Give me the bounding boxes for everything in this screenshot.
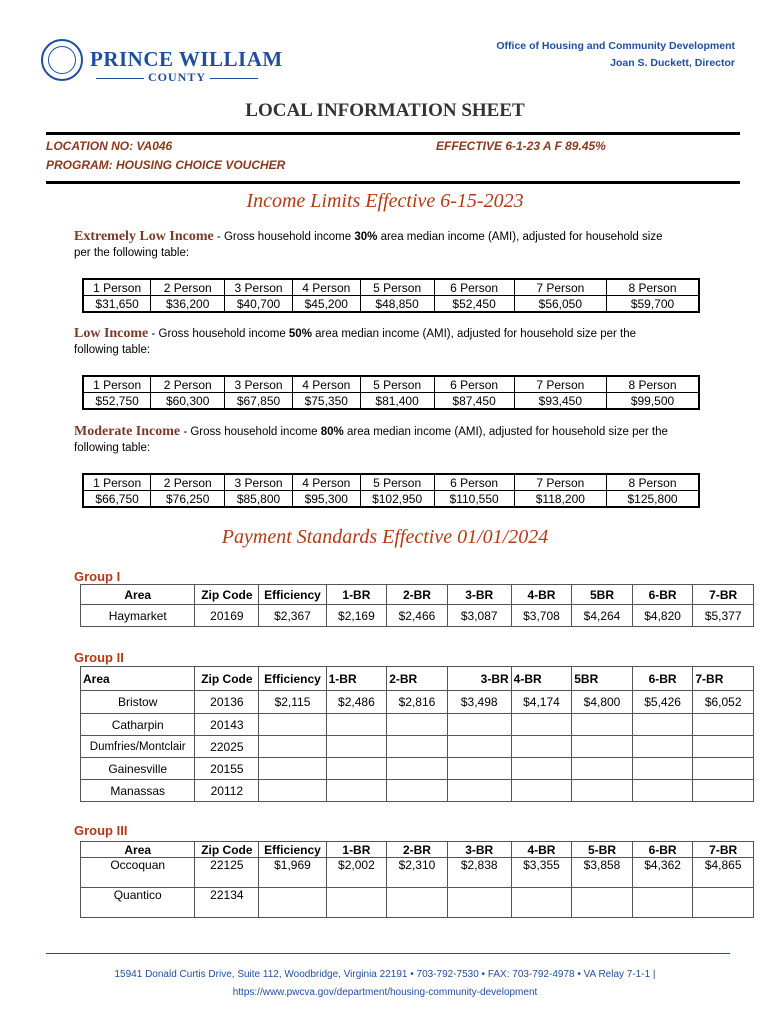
office-name: Office of Housing and Community Development <box>496 40 735 52</box>
table-row: Haymarket 20169 $2,367 $2,169 $2,466 $3,087 $3,708 $4,264 $4,820 $5,377 <box>81 605 754 627</box>
table-row: 1 Person 2 Person 3 Person 4 Person 5 Person 6 Person 7 Person 8 Person <box>83 474 699 491</box>
table-row: $52,750 $60,300 $67,850 $75,350 $81,400 $87,450 $93,450 $99,500 <box>83 393 699 410</box>
table-header-row: Area Zip Code Efficiency 1-BR 2-BR 3-BR 4-BR 5BR 6-BR 7-BR <box>81 585 754 605</box>
director-name: Joan S. Duckett, Director <box>610 57 735 69</box>
income-desc-moderate: Moderate Income - Gross household income 80% area median income (AMI), adjusted for household size per the following table: <box>74 424 668 454</box>
table-row: Occoquan 22125 $1,969 $2,002 $2,310 $2,838 $3,355 $3,858 $4,362 $4,865 <box>81 858 754 888</box>
income-table-low <box>82 375 700 410</box>
location-number: LOCATION NO: VA046 <box>46 139 173 153</box>
payment-table-group-2 <box>80 666 754 802</box>
payment-table-group-3 <box>80 841 754 918</box>
brand-sub: COUNTY <box>92 70 262 85</box>
effective-date: EFFECTIVE 6-1-23 A F 89.45% <box>436 139 606 153</box>
office-info <box>496 38 735 72</box>
footer-address: 15941 Donald Curtis Drive, Suite 112, Woodbridge, Virginia 22191 • 703-792-7530 • FAX: 703-792-4978 • VA Relay 7-1-1 | <box>114 969 656 980</box>
income-desc-low: Low Income - Gross household income 50% area median income (AMI), adjusted for household size per the following table: <box>74 326 637 356</box>
payment-standards-title: Payment Standards Effective 01/01/2024 <box>221 526 549 548</box>
brand-name: PRINCE WILLIAM <box>90 47 283 71</box>
program-name: PROGRAM: HOUSING CHOICE VOUCHER <box>46 158 286 172</box>
footer-rule <box>46 953 730 954</box>
group-label-2: Group II <box>74 650 124 665</box>
income-table-moderate <box>82 473 700 508</box>
title-rule <box>46 132 740 135</box>
table-row: Manassas 20112 <box>81 780 754 802</box>
group-label-1: Group I <box>74 569 121 584</box>
income-table-extremely-low <box>82 278 700 313</box>
table-row: Catharpin 20143 <box>81 714 754 736</box>
group-label-3: Group III <box>74 823 128 838</box>
table-row: Dumfries/Montclair 22025 <box>81 736 754 758</box>
table-row: Bristow 20136 $2,115 $2,486 $2,816 $3,498 $4,174 $4,800 $5,426 $6,052 <box>81 691 754 714</box>
table-header-row: Area Zip Code Efficiency 1-BR 2-BR 3-BR 4-BR 5BR 6-BR 7-BR <box>81 667 754 691</box>
table-row: $66,750 $76,250 $85,800 $95,300 $102,950 $110,550 $118,200 $125,800 <box>83 491 699 508</box>
footer-website-link[interactable]: https://www.pwcva.gov/department/housing-community-development <box>232 987 538 998</box>
table-header-row: Area Zip Code Efficiency 1-BR 2-BR 3-BR 4-BR 5-BR 6-BR 7-BR <box>81 842 754 858</box>
payment-table-group-1 <box>80 584 754 627</box>
meta-rule <box>46 181 740 184</box>
income-limits-title: Income Limits Effective 6-15-2023 <box>246 190 524 212</box>
table-row: Quantico 22134 <box>81 888 754 918</box>
table-row: 1 Person 2 Person 3 Person 4 Person 5 Person 6 Person 7 Person 8 Person <box>83 376 699 393</box>
income-desc-extremely-low: Extremely Low Income - Gross household income 30% area median income (AMI), adjusted for household size per the following table: <box>74 229 663 259</box>
county-seal-logo <box>41 39 83 81</box>
table-row: $31,650 $36,200 $40,700 $45,200 $48,850 $52,450 $56,050 $59,700 <box>83 296 699 313</box>
document-title: LOCAL INFORMATION SHEET <box>245 100 525 121</box>
table-row: Gainesville 20155 <box>81 758 754 780</box>
table-row: 1 Person 2 Person 3 Person 4 Person 5 Person 6 Person 7 Person 8 Person <box>83 279 699 296</box>
